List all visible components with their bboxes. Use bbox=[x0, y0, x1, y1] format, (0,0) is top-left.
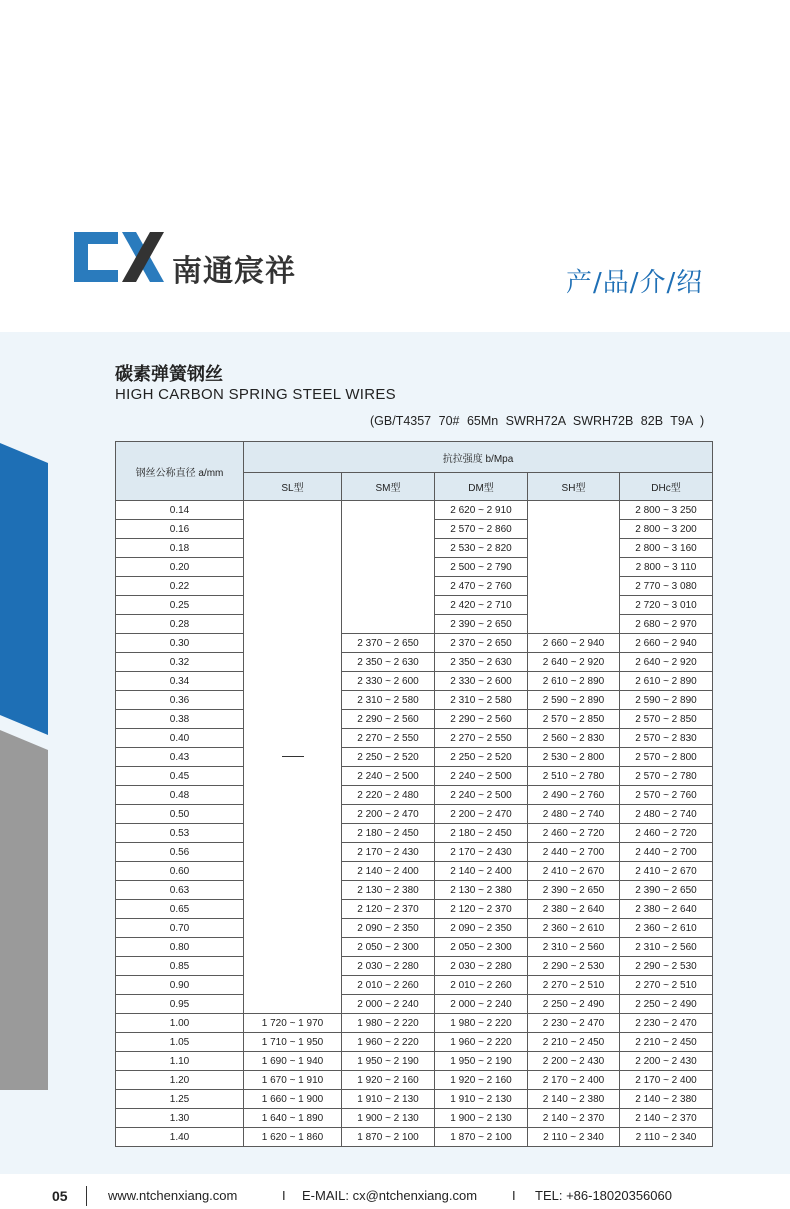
decorative-stripe-gray bbox=[0, 730, 48, 1090]
sm-cell: 2 370 ~ 2 650 bbox=[342, 634, 435, 653]
sh-cell: 2 380 ~ 2 640 bbox=[528, 900, 620, 919]
sm-cell: 2 250 ~ 2 520 bbox=[342, 748, 435, 767]
sh-cell: 2 140 ~ 2 370 bbox=[528, 1109, 620, 1128]
page-header bbox=[0, 0, 790, 332]
sh-cell: 2 310 ~ 2 560 bbox=[528, 938, 620, 957]
sm-cell: 2 180 ~ 2 450 bbox=[342, 824, 435, 843]
dh-cell: 2 110 ~ 2 340 bbox=[620, 1128, 713, 1147]
diameter-cell: 0.63 bbox=[116, 881, 244, 900]
diameter-cell: 0.18 bbox=[116, 539, 244, 558]
sh-cell: 2 570 ~ 2 850 bbox=[528, 710, 620, 729]
sm-cell: 2 290 ~ 2 560 bbox=[342, 710, 435, 729]
dh-cell: 2 660 ~ 2 940 bbox=[620, 634, 713, 653]
diameter-cell: 0.34 bbox=[116, 672, 244, 691]
footer-separator: I bbox=[512, 1188, 516, 1203]
sl-cell: 1 660 ~ 1 900 bbox=[244, 1090, 342, 1109]
table-row bbox=[116, 729, 713, 748]
dm-cell: 2 050 ~ 2 300 bbox=[435, 938, 528, 957]
dh-cell: 2 230 ~ 2 470 bbox=[620, 1014, 713, 1033]
diameter-cell: 0.38 bbox=[116, 710, 244, 729]
product-spec: (GB/T4357 70# 65Mn SWRH72A SWRH72B 82B T9A ) bbox=[370, 414, 705, 428]
sm-cell: 2 170 ~ 2 430 bbox=[342, 843, 435, 862]
diameter-cell: 0.95 bbox=[116, 995, 244, 1014]
table-row bbox=[116, 1052, 713, 1071]
sh-cell: 2 110 ~ 2 340 bbox=[528, 1128, 620, 1147]
dh-cell: 2 610 ~ 2 890 bbox=[620, 672, 713, 691]
diameter-cell: 0.60 bbox=[116, 862, 244, 881]
footer-divider bbox=[86, 1186, 87, 1206]
table-row bbox=[116, 653, 713, 672]
table-row bbox=[116, 976, 713, 995]
dh-cell: 2 200 ~ 2 430 bbox=[620, 1052, 713, 1071]
sh-cell: 2 510 ~ 2 780 bbox=[528, 767, 620, 786]
sl-cell: 1 670 ~ 1 910 bbox=[244, 1071, 342, 1090]
dm-cell: 2 310 ~ 2 580 bbox=[435, 691, 528, 710]
sm-cell: 2 130 ~ 2 380 bbox=[342, 881, 435, 900]
footer-email: E-MAIL: cx@ntchenxiang.com bbox=[302, 1188, 478, 1203]
dh-cell: 2 410 ~ 2 670 bbox=[620, 862, 713, 881]
col-sh: SH型 bbox=[528, 473, 620, 501]
diameter-cell: 0.80 bbox=[116, 938, 244, 957]
diameter-cell: 1.30 bbox=[116, 1109, 244, 1128]
dm-cell: 2 250 ~ 2 520 bbox=[435, 748, 528, 767]
sh-cell: 2 640 ~ 2 920 bbox=[528, 653, 620, 672]
decorative-stripe-blue bbox=[0, 443, 48, 735]
diameter-cell: 0.14 bbox=[116, 501, 244, 520]
dm-cell: 1 960 ~ 2 220 bbox=[435, 1033, 528, 1052]
sm-cell: 2 270 ~ 2 550 bbox=[342, 729, 435, 748]
diameter-cell: 0.65 bbox=[116, 900, 244, 919]
table-row bbox=[116, 995, 713, 1014]
footer-tel: TEL: +86-18020356060 bbox=[535, 1188, 672, 1203]
page-number: 05 bbox=[52, 1188, 68, 1204]
diameter-cell: 0.48 bbox=[116, 786, 244, 805]
diameter-cell: 0.90 bbox=[116, 976, 244, 995]
table-row bbox=[116, 748, 713, 767]
diameter-cell: 0.70 bbox=[116, 919, 244, 938]
sl-cell: 1 720 ~ 1 970 bbox=[244, 1014, 342, 1033]
dm-cell: 2 200 ~ 2 470 bbox=[435, 805, 528, 824]
dm-cell: 2 120 ~ 2 370 bbox=[435, 900, 528, 919]
dm-cell: 1 910 ~ 2 130 bbox=[435, 1090, 528, 1109]
footer-website: www.ntchenxiang.com bbox=[108, 1188, 238, 1203]
diameter-cell: 0.22 bbox=[116, 577, 244, 596]
table-row bbox=[116, 881, 713, 900]
sl-cell: 1 690 ~ 1 940 bbox=[244, 1052, 342, 1071]
table-body bbox=[116, 501, 713, 1147]
diameter-cell: 0.53 bbox=[116, 824, 244, 843]
diameter-cell: 1.00 bbox=[116, 1014, 244, 1033]
dm-cell: 2 500 ~ 2 790 bbox=[435, 558, 528, 577]
diameter-cell: 0.36 bbox=[116, 691, 244, 710]
sm-cell: 1 950 ~ 2 190 bbox=[342, 1052, 435, 1071]
table-row bbox=[116, 1033, 713, 1052]
sm-cell: 2 090 ~ 2 350 bbox=[342, 919, 435, 938]
sh-cell: 2 210 ~ 2 450 bbox=[528, 1033, 620, 1052]
product-title-en: HIGH CARBON SPRING STEEL WIRES bbox=[115, 386, 396, 403]
dh-cell: 2 800 ~ 3 200 bbox=[620, 520, 713, 539]
diameter-header: 钢丝公称直径 a/mm bbox=[116, 442, 244, 501]
sh-cell: 2 250 ~ 2 490 bbox=[528, 995, 620, 1014]
sl-empty-cell bbox=[244, 501, 342, 1014]
dh-cell: 2 570 ~ 2 780 bbox=[620, 767, 713, 786]
dh-cell: 2 360 ~ 2 610 bbox=[620, 919, 713, 938]
table-row bbox=[116, 767, 713, 786]
table-row bbox=[116, 1090, 713, 1109]
dm-cell: 1 980 ~ 2 220 bbox=[435, 1014, 528, 1033]
dm-cell: 2 010 ~ 2 260 bbox=[435, 976, 528, 995]
diameter-cell: 0.25 bbox=[116, 596, 244, 615]
sm-cell: 2 010 ~ 2 260 bbox=[342, 976, 435, 995]
table-row bbox=[116, 900, 713, 919]
dash-mark bbox=[282, 756, 304, 757]
diameter-cell: 1.20 bbox=[116, 1071, 244, 1090]
sh-empty-cell bbox=[528, 501, 620, 634]
dm-cell: 2 390 ~ 2 650 bbox=[435, 615, 528, 634]
sh-cell: 2 230 ~ 2 470 bbox=[528, 1014, 620, 1033]
dh-cell: 2 250 ~ 2 490 bbox=[620, 995, 713, 1014]
dm-cell: 2 420 ~ 2 710 bbox=[435, 596, 528, 615]
table-row bbox=[116, 634, 713, 653]
dh-cell: 2 170 ~ 2 400 bbox=[620, 1071, 713, 1090]
sm-cell: 2 200 ~ 2 470 bbox=[342, 805, 435, 824]
col-dm: DM型 bbox=[435, 473, 528, 501]
dh-cell: 2 570 ~ 2 830 bbox=[620, 729, 713, 748]
sl-cell: 1 620 ~ 1 860 bbox=[244, 1128, 342, 1147]
sh-cell: 2 480 ~ 2 740 bbox=[528, 805, 620, 824]
sm-cell: 2 000 ~ 2 240 bbox=[342, 995, 435, 1014]
diameter-cell: 0.16 bbox=[116, 520, 244, 539]
dh-cell: 2 720 ~ 3 010 bbox=[620, 596, 713, 615]
dh-cell: 2 140 ~ 2 370 bbox=[620, 1109, 713, 1128]
dh-cell: 2 570 ~ 2 800 bbox=[620, 748, 713, 767]
dm-cell: 1 870 ~ 2 100 bbox=[435, 1128, 528, 1147]
sh-cell: 2 200 ~ 2 430 bbox=[528, 1052, 620, 1071]
dh-cell: 2 480 ~ 2 740 bbox=[620, 805, 713, 824]
sm-cell: 2 140 ~ 2 400 bbox=[342, 862, 435, 881]
table-row bbox=[116, 1109, 713, 1128]
dh-cell: 2 800 ~ 3 250 bbox=[620, 501, 713, 520]
sm-cell: 1 980 ~ 2 220 bbox=[342, 1014, 435, 1033]
sm-cell: 1 920 ~ 2 160 bbox=[342, 1071, 435, 1090]
table-row bbox=[116, 919, 713, 938]
dm-cell: 2 570 ~ 2 860 bbox=[435, 520, 528, 539]
sm-cell: 1 960 ~ 2 220 bbox=[342, 1033, 435, 1052]
sh-cell: 2 490 ~ 2 760 bbox=[528, 786, 620, 805]
dm-cell: 2 350 ~ 2 630 bbox=[435, 653, 528, 672]
dh-cell: 2 290 ~ 2 530 bbox=[620, 957, 713, 976]
footer-separator: I bbox=[282, 1188, 286, 1203]
dh-cell: 2 570 ~ 2 760 bbox=[620, 786, 713, 805]
diameter-cell: 0.45 bbox=[116, 767, 244, 786]
sm-empty-cell bbox=[342, 501, 435, 634]
sm-cell: 1 900 ~ 2 130 bbox=[342, 1109, 435, 1128]
sm-cell: 2 350 ~ 2 630 bbox=[342, 653, 435, 672]
diameter-cell: 0.28 bbox=[116, 615, 244, 634]
table-row bbox=[116, 862, 713, 881]
sh-cell: 2 390 ~ 2 650 bbox=[528, 881, 620, 900]
sh-cell: 2 440 ~ 2 700 bbox=[528, 843, 620, 862]
sm-cell: 2 220 ~ 2 480 bbox=[342, 786, 435, 805]
dm-cell: 2 030 ~ 2 280 bbox=[435, 957, 528, 976]
sm-cell: 1 870 ~ 2 100 bbox=[342, 1128, 435, 1147]
col-sl: SL型 bbox=[244, 473, 342, 501]
dh-cell: 2 380 ~ 2 640 bbox=[620, 900, 713, 919]
dm-cell: 2 330 ~ 2 600 bbox=[435, 672, 528, 691]
dm-cell: 2 530 ~ 2 820 bbox=[435, 539, 528, 558]
table-row bbox=[116, 710, 713, 729]
diameter-cell: 1.40 bbox=[116, 1128, 244, 1147]
dh-cell: 2 310 ~ 2 560 bbox=[620, 938, 713, 957]
dh-cell: 2 800 ~ 3 160 bbox=[620, 539, 713, 558]
sl-cell: 1 710 ~ 1 950 bbox=[244, 1033, 342, 1052]
diameter-cell: 0.43 bbox=[116, 748, 244, 767]
dm-cell: 2 170 ~ 2 430 bbox=[435, 843, 528, 862]
dm-cell: 2 090 ~ 2 350 bbox=[435, 919, 528, 938]
dm-cell: 2 290 ~ 2 560 bbox=[435, 710, 528, 729]
sh-cell: 2 360 ~ 2 610 bbox=[528, 919, 620, 938]
sm-cell: 2 240 ~ 2 500 bbox=[342, 767, 435, 786]
table-row bbox=[116, 957, 713, 976]
table-row bbox=[116, 1014, 713, 1033]
table-row bbox=[116, 1128, 713, 1147]
dm-cell: 1 950 ~ 2 190 bbox=[435, 1052, 528, 1071]
sh-cell: 2 140 ~ 2 380 bbox=[528, 1090, 620, 1109]
table-row bbox=[116, 805, 713, 824]
dm-cell: 2 240 ~ 2 500 bbox=[435, 767, 528, 786]
dh-cell: 2 590 ~ 2 890 bbox=[620, 691, 713, 710]
table-row bbox=[116, 672, 713, 691]
dh-cell: 2 270 ~ 2 510 bbox=[620, 976, 713, 995]
dh-cell: 2 640 ~ 2 920 bbox=[620, 653, 713, 672]
dh-cell: 2 140 ~ 2 380 bbox=[620, 1090, 713, 1109]
sh-cell: 2 530 ~ 2 800 bbox=[528, 748, 620, 767]
table-row bbox=[116, 824, 713, 843]
diameter-cell: 0.32 bbox=[116, 653, 244, 672]
table-row bbox=[116, 938, 713, 957]
dh-cell: 2 460 ~ 2 720 bbox=[620, 824, 713, 843]
strength-header: 抗拉强度 b/Mpa bbox=[244, 442, 713, 473]
diameter-cell: 0.40 bbox=[116, 729, 244, 748]
dm-cell: 2 240 ~ 2 500 bbox=[435, 786, 528, 805]
table-row bbox=[116, 786, 713, 805]
dm-cell: 2 130 ~ 2 380 bbox=[435, 881, 528, 900]
sl-cell: 1 640 ~ 1 890 bbox=[244, 1109, 342, 1128]
sm-cell: 2 310 ~ 2 580 bbox=[342, 691, 435, 710]
diameter-cell: 0.30 bbox=[116, 634, 244, 653]
dm-cell: 2 370 ~ 2 650 bbox=[435, 634, 528, 653]
sh-cell: 2 290 ~ 2 530 bbox=[528, 957, 620, 976]
sh-cell: 2 170 ~ 2 400 bbox=[528, 1071, 620, 1090]
dh-cell: 2 800 ~ 3 110 bbox=[620, 558, 713, 577]
dm-cell: 2 180 ~ 2 450 bbox=[435, 824, 528, 843]
sm-cell: 2 330 ~ 2 600 bbox=[342, 672, 435, 691]
page-footer bbox=[0, 1174, 790, 1209]
diameter-cell: 0.20 bbox=[116, 558, 244, 577]
dh-cell: 2 440 ~ 2 700 bbox=[620, 843, 713, 862]
table-row bbox=[116, 1071, 713, 1090]
diameter-cell: 0.56 bbox=[116, 843, 244, 862]
sh-cell: 2 560 ~ 2 830 bbox=[528, 729, 620, 748]
table-row bbox=[116, 691, 713, 710]
sh-cell: 2 410 ~ 2 670 bbox=[528, 862, 620, 881]
diameter-cell: 0.50 bbox=[116, 805, 244, 824]
dm-cell: 2 000 ~ 2 240 bbox=[435, 995, 528, 1014]
sh-cell: 2 590 ~ 2 890 bbox=[528, 691, 620, 710]
dm-cell: 2 620 ~ 2 910 bbox=[435, 501, 528, 520]
dh-cell: 2 770 ~ 3 080 bbox=[620, 577, 713, 596]
sh-cell: 2 460 ~ 2 720 bbox=[528, 824, 620, 843]
brand-name: 南通宸祥 bbox=[172, 254, 296, 289]
dm-cell: 2 270 ~ 2 550 bbox=[435, 729, 528, 748]
cx-logo-icon bbox=[68, 226, 168, 288]
col-sm: SM型 bbox=[342, 473, 435, 501]
diameter-cell: 1.25 bbox=[116, 1090, 244, 1109]
sm-cell: 2 050 ~ 2 300 bbox=[342, 938, 435, 957]
dh-cell: 2 210 ~ 2 450 bbox=[620, 1033, 713, 1052]
sh-cell: 2 660 ~ 2 940 bbox=[528, 634, 620, 653]
table-row bbox=[116, 501, 713, 520]
sh-cell: 2 610 ~ 2 890 bbox=[528, 672, 620, 691]
sm-cell: 2 030 ~ 2 280 bbox=[342, 957, 435, 976]
dm-cell: 2 470 ~ 2 760 bbox=[435, 577, 528, 596]
table-row bbox=[116, 843, 713, 862]
col-dh: DHc型 bbox=[620, 473, 713, 501]
dh-cell: 2 390 ~ 2 650 bbox=[620, 881, 713, 900]
section-title: 产/品/介/绍 bbox=[566, 268, 704, 298]
strength-table bbox=[115, 441, 713, 1147]
sh-cell: 2 270 ~ 2 510 bbox=[528, 976, 620, 995]
product-title-cn: 碳素弹簧钢丝 bbox=[115, 364, 223, 385]
sm-cell: 2 120 ~ 2 370 bbox=[342, 900, 435, 919]
diameter-cell: 0.85 bbox=[116, 957, 244, 976]
diameter-cell: 1.10 bbox=[116, 1052, 244, 1071]
diameter-cell: 1.05 bbox=[116, 1033, 244, 1052]
dm-cell: 1 900 ~ 2 130 bbox=[435, 1109, 528, 1128]
dm-cell: 1 920 ~ 2 160 bbox=[435, 1071, 528, 1090]
dh-cell: 2 680 ~ 2 970 bbox=[620, 615, 713, 634]
dh-cell: 2 570 ~ 2 850 bbox=[620, 710, 713, 729]
sm-cell: 1 910 ~ 2 130 bbox=[342, 1090, 435, 1109]
dm-cell: 2 140 ~ 2 400 bbox=[435, 862, 528, 881]
